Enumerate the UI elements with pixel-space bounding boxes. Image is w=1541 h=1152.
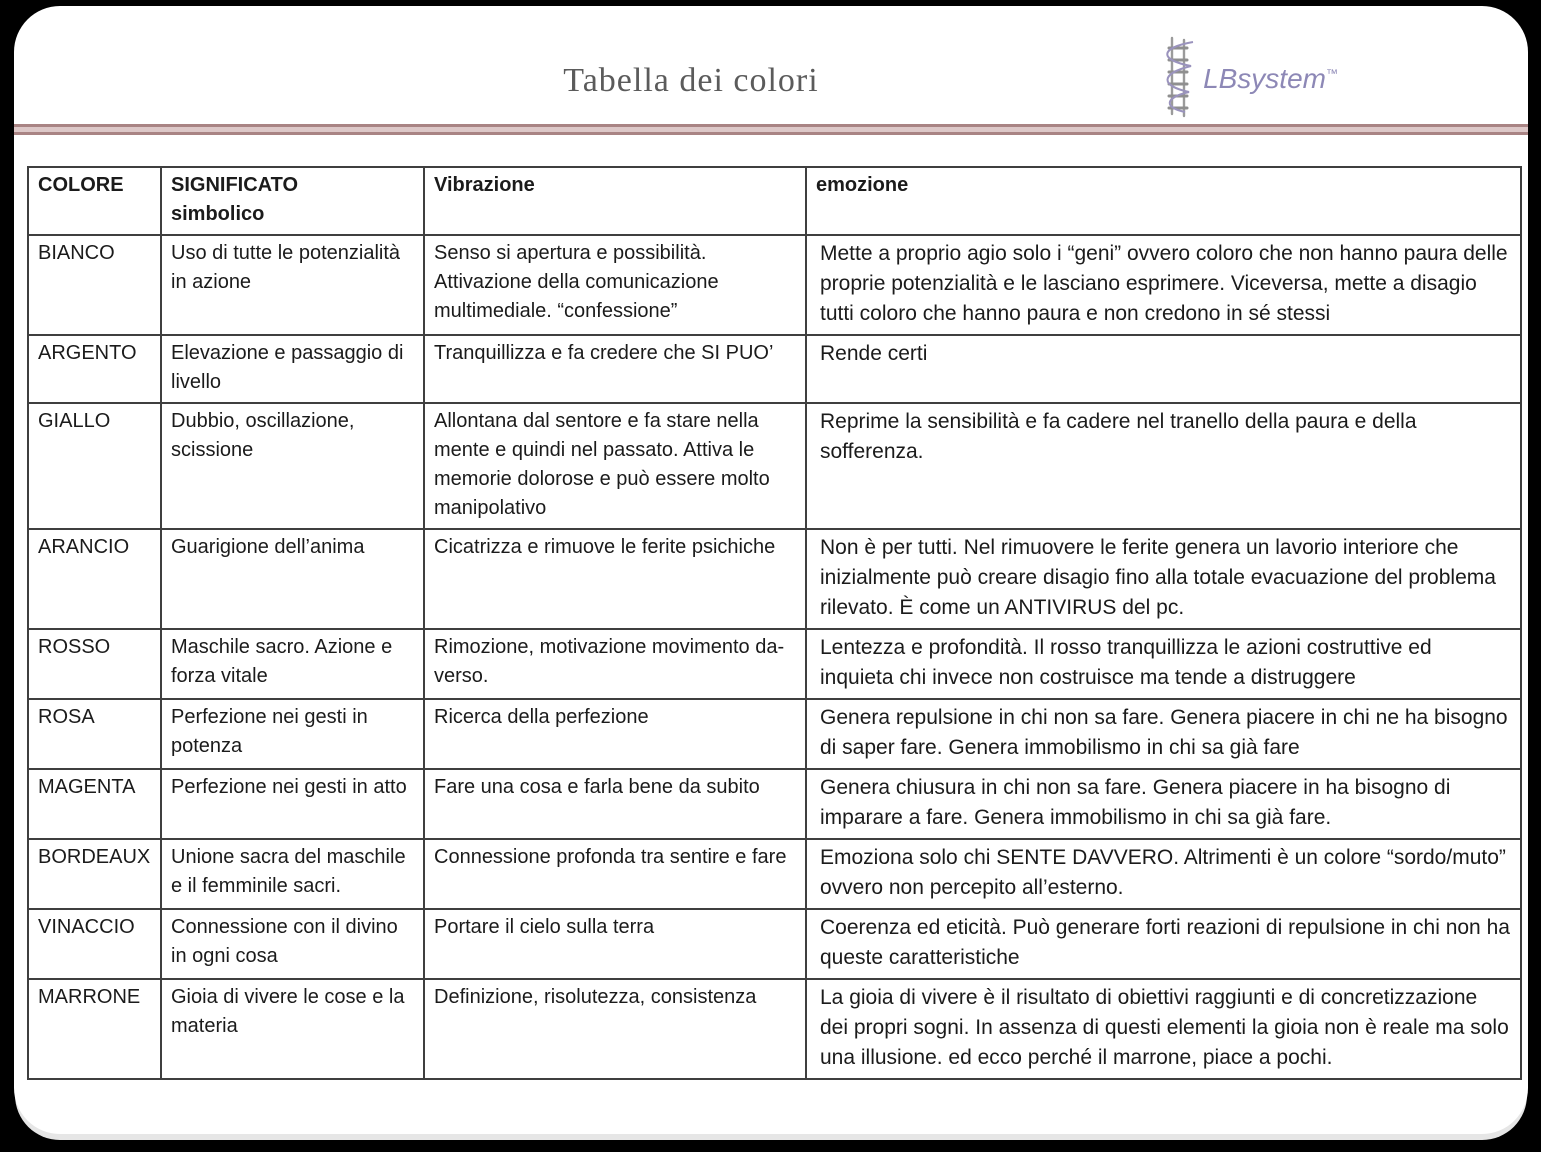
cell-emozione: Genera chiusura in chi non sa fare. Genera piacere in ha bisogno di imparare a fare. Genera immobilismo in chi sa già fare. [806, 769, 1521, 839]
table-row [28, 403, 1521, 529]
cell-significato: Perfezione nei gesti in atto [161, 769, 424, 839]
logo-text: LBsystem™ [1203, 62, 1338, 94]
cell-emozione: Coerenza ed eticità. Può generare forti reazioni di repulsione in chi non ha queste caratteristiche [806, 909, 1521, 979]
table-row [28, 979, 1521, 1079]
cell-vibrazione: Tranquillizza e fa credere che SI PUO’ [424, 335, 806, 403]
cell-vibrazione: Fare una cosa e farla bene da subito [424, 769, 806, 839]
cell-significato: Dubbio, oscillazione, scissione [161, 403, 424, 529]
cell-significato: Guarigione dell’anima [161, 529, 424, 629]
cell-vibrazione: Rimozione, motivazione movimento da-verso. [424, 629, 806, 699]
cell-vibrazione: Definizione, risolutezza, consistenza [424, 979, 806, 1079]
cell-vibrazione: Allontana dal sentore e fa stare nella mente e quindi nel passato. Attiva le memorie dolorose e può essere molto manipolativo [424, 403, 806, 529]
table-row [28, 769, 1521, 839]
table-row [28, 909, 1521, 979]
cell-significato: Elevazione e passaggio di livello [161, 335, 424, 403]
cell-emozione: Rende certi [806, 335, 1521, 403]
cell-colore: BIANCO [28, 235, 161, 335]
cell-vibrazione: Ricerca della perfezione [424, 699, 806, 769]
cell-colore: ROSA [28, 699, 161, 769]
table-row [28, 335, 1521, 403]
table-row [28, 839, 1521, 909]
header-vibrazione: Vibrazione [424, 167, 806, 235]
document-header [14, 6, 1528, 124]
cell-vibrazione: Portare il cielo sulla terra [424, 909, 806, 979]
cell-emozione: Genera repulsione in chi non sa fare. Genera piacere in chi ne ha bisogno di saper fare. Genera immobilismo in chi sa già fare [806, 699, 1521, 769]
table-row [28, 529, 1521, 629]
cell-vibrazione: Senso si apertura e possibilità. Attivazione della comunicazione multimediale. “confessione” [424, 235, 806, 335]
cell-emozione: La gioia di vivere è il risultato di obiettivi raggiunti e di concretizzazione dei propri sogni. In assenza di questi elementi la gioia non è reale ma solo una illusione. ed ecco perché il marrone, piace a pochi. [806, 979, 1521, 1079]
table-row [28, 235, 1521, 335]
title-divider-rule [14, 124, 1528, 135]
cell-emozione: Emoziona solo chi SENTE DAVVERO. Altrimenti è un colore “sordo/muto” ovvero non percepito all’esterno. [806, 839, 1521, 909]
cell-vibrazione: Connessione profonda tra sentire e fare [424, 839, 806, 909]
cell-colore: ROSSO [28, 629, 161, 699]
cell-significato: Connessione con il divino in ogni cosa [161, 909, 424, 979]
page-title: Tabella dei colori [563, 62, 819, 99]
cell-colore: MAGENTA [28, 769, 161, 839]
cell-colore: VINACCIO [28, 909, 161, 979]
trademark-symbol: ™ [1326, 66, 1338, 81]
cell-significato: Maschile sacro. Azione e forza vitale [161, 629, 424, 699]
table-header-row [28, 167, 1521, 235]
header-colore: COLORE [28, 167, 161, 235]
lbsystem-logo [1155, 32, 1338, 125]
cell-emozione: Lentezza e profondità. Il rosso tranquillizza le azioni costruttive ed inquieta chi invece non costruisce ma tende a distruggere [806, 629, 1521, 699]
ladder-spiral-icon [1155, 32, 1201, 125]
table-row [28, 629, 1521, 699]
color-table [27, 166, 1522, 1080]
cell-colore: MARRONE [28, 979, 161, 1079]
cell-significato: Uso di tutte le potenzialità in azione [161, 235, 424, 335]
header-emozione: emozione [806, 167, 1521, 235]
table-row [28, 699, 1521, 769]
cell-colore: BORDEAUX [28, 839, 161, 909]
header-significato: SIGNIFICATO simbolico [161, 167, 424, 235]
cell-emozione: Non è per tutti. Nel rimuovere le ferite genera un lavorio interiore che inizialmente può creare disagio fino alla totale evacuazione del problema rilevato. È come un ANTIVIRUS del pc. [806, 529, 1521, 629]
document-card [14, 6, 1528, 1134]
cell-significato: Unione sacra del maschile e il femminile sacri. [161, 839, 424, 909]
cell-emozione: Reprime la sensibilità e fa cadere nel tranello della paura e della sofferenza. [806, 403, 1521, 529]
cell-significato: Perfezione nei gesti in potenza [161, 699, 424, 769]
cell-colore: ARANCIO [28, 529, 161, 629]
cell-vibrazione: Cicatrizza e rimuove le ferite psichiche [424, 529, 806, 629]
cell-colore: GIALLO [28, 403, 161, 529]
cell-significato: Gioia di vivere le cose e la materia [161, 979, 424, 1079]
cell-colore: ARGENTO [28, 335, 161, 403]
cell-emozione: Mette a proprio agio solo i “geni” ovvero coloro che non hanno paura delle proprie potenzialità e le lasciano esprimere. Viceversa, mette a disagio tutti coloro che hanno paura e non credono in sé stessi [806, 235, 1521, 335]
